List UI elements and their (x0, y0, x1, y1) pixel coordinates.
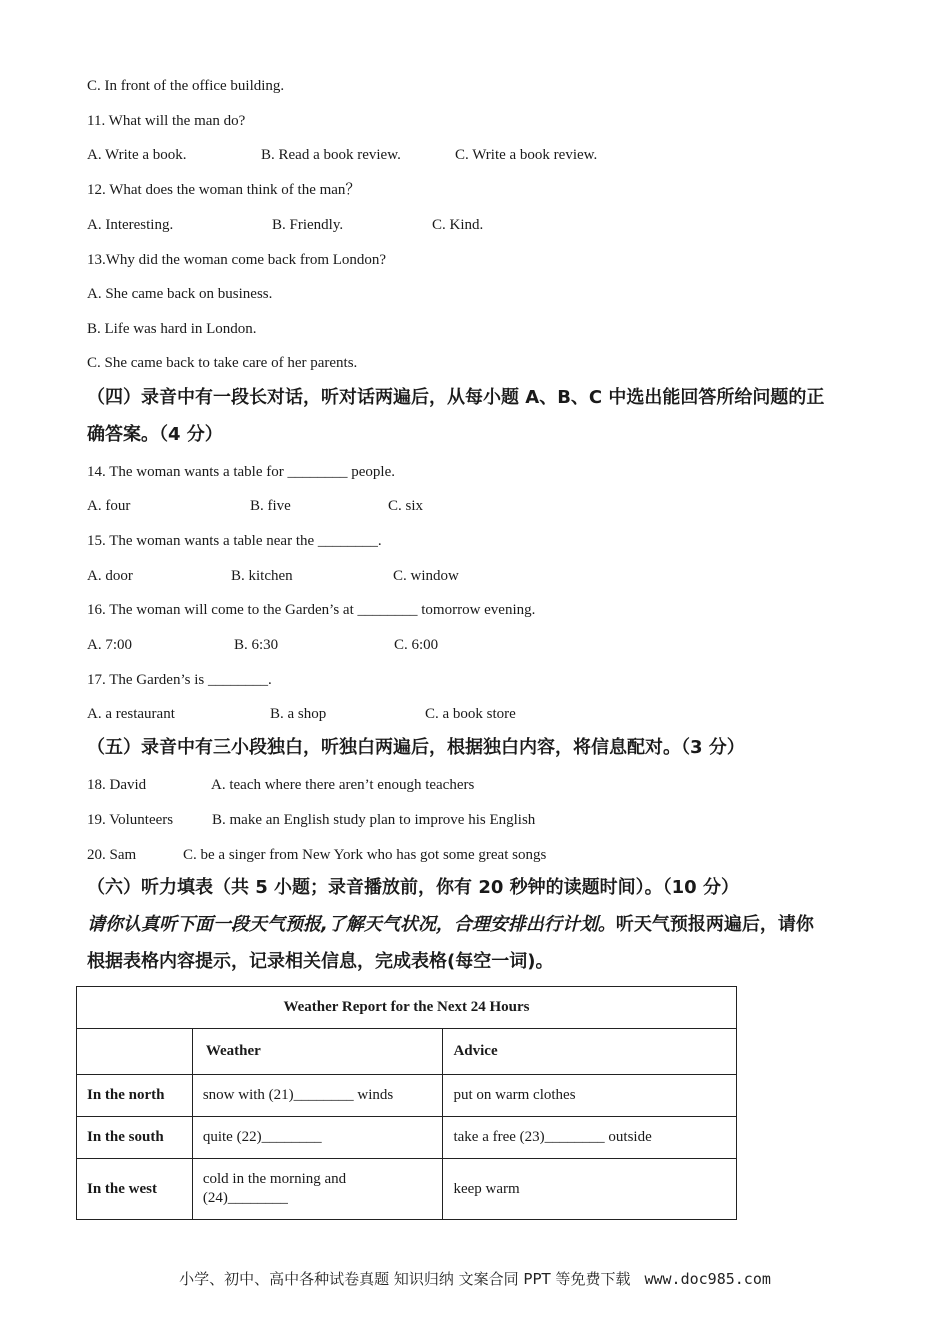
q14-option-a: A. four (87, 498, 131, 514)
q16-option-c: C. 6:00 (394, 637, 439, 653)
section6-heading: （六）听力填表（共 5 小题；录音播放前，你有 20 秒钟的读题时间）。（10 分） (87, 877, 739, 898)
q15-option-b: B. kitchen (231, 568, 293, 584)
match-option-c: C. be a singer from New York who has got some great songs (183, 847, 547, 863)
section5-heading: （五）录音中有三小段独白，听独白两遍后，根据独白内容，将信息配对。（3 分） (87, 737, 745, 758)
q11-option-b: B. Read a book review. (261, 147, 401, 163)
footer-url[interactable]: www.doc985.com (644, 1270, 771, 1288)
q10-option-c: C. In front of the office building. (87, 78, 285, 94)
section6-instruction (87, 913, 814, 937)
q14-question: 14. The woman wants a table for ________ people. (87, 464, 395, 480)
q17-question: 17. The Garden’s is ________. (87, 672, 272, 688)
q11-option-a: A. Write a book. (87, 147, 187, 163)
q15-option-c: C. window (393, 568, 459, 584)
table-row (77, 1117, 737, 1159)
footer-text: 小学、初中、高中各种试卷真题 知识归纳 文案合同 PPT 等免费下载 (179, 1270, 631, 1288)
q17-option-a: A. a restaurant (87, 706, 175, 722)
q13-question: 13.Why did the woman come back from London? (87, 252, 387, 268)
match-20-name: 20. Sam (87, 847, 137, 863)
row-region: In the west (77, 1159, 193, 1220)
page-footer (0, 1268, 950, 1289)
row-advice: keep warm (443, 1159, 737, 1220)
q16-question: 16. The woman will come to the Garden’s at ________ tomorrow evening. (87, 602, 536, 618)
row-weather: cold in the morning and (24)________ (192, 1159, 443, 1220)
table-row (77, 1075, 737, 1117)
q12-option-a: A. Interesting. (87, 217, 174, 233)
q15-question: 15. The woman wants a table near the ________. (87, 533, 382, 549)
q16-option-b: B. 6:30 (234, 637, 279, 653)
table-header-empty (77, 1029, 193, 1075)
section6-instruction-italic: 请你认真听下面一段天气预报,了解天气状况，合理安排出行计划。 (87, 914, 616, 935)
section6-instruction-cont: 根据表格内容提示，记录相关信息，完成表格(每空一词)。 (87, 951, 554, 972)
q12-option-c: C. Kind. (432, 217, 484, 233)
q14-option-b: B. five (250, 498, 291, 514)
section4-heading: （四）录音中有一段长对话，听对话两遍后，从每小题 A、B、C 中选出能回答所给问题的正 (87, 387, 825, 408)
match-option-a: A. teach where there aren’t enough teachers (211, 777, 475, 793)
row-region: In the south (77, 1117, 193, 1159)
row-region: In the north (77, 1075, 193, 1117)
q11-question: 11. What will the man do? (87, 113, 246, 129)
weather-table (76, 986, 737, 1220)
table-row (77, 1159, 737, 1220)
q12-question: 12. What does the woman think of the man？ (87, 182, 361, 198)
table-header-weather: Weather (192, 1029, 443, 1075)
q13-option-c: C. She came back to take care of her parents. (87, 355, 358, 371)
row-advice: put on warm clothes (443, 1075, 737, 1117)
q17-option-b: B. a shop (270, 706, 327, 722)
q17-option-c: C. a book store (425, 706, 516, 722)
row-weather: quite (22)________ (192, 1117, 443, 1159)
match-19-name: 19. Volunteers (87, 812, 174, 828)
section4-heading-cont: 确答案。（4 分） (87, 424, 223, 445)
q15-option-a: A. door (87, 568, 133, 584)
match-18-name: 18. David (87, 777, 147, 793)
q13-option-b: B. Life was hard in London. (87, 321, 257, 337)
q11-option-c: C. Write a book review. (455, 147, 598, 163)
table-header-advice: Advice (443, 1029, 737, 1075)
q13-option-a: A. She came back on business. (87, 286, 273, 302)
q16-option-a: A. 7:00 (87, 637, 132, 653)
table-title: Weather Report for the Next 24 Hours (77, 987, 737, 1029)
section6-instruction-rest: 听天气预报两遍后，请你 (615, 914, 814, 935)
row-advice: take a free (23)________ outside (443, 1117, 737, 1159)
q12-option-b: B. Friendly. (272, 217, 344, 233)
q14-option-c: C. six (388, 498, 424, 514)
row-weather: snow with (21)________ winds (192, 1075, 443, 1117)
match-option-b: B. make an English study plan to improve his English (212, 812, 536, 828)
